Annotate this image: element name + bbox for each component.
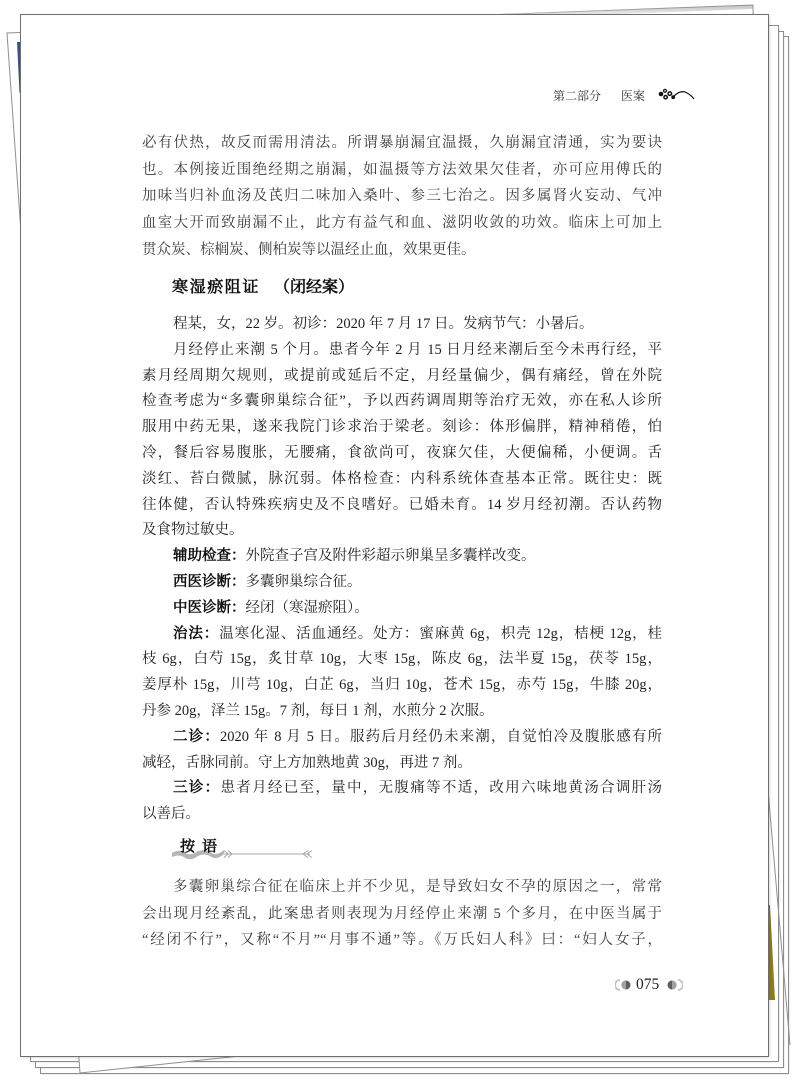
spine-olive-strip — [768, 905, 775, 1000]
text-line: 加味当归补血汤及芪归二味加入桑叶、参三七治之。因多属肾火妄动、气冲 — [142, 188, 662, 205]
history-line: 月经停止来潮 5 个月。患者今年 2 月 15 日月经来潮后至今未再行经，平 — [173, 341, 662, 358]
header-title: 医案 — [621, 88, 646, 103]
third-visit-label: 三诊： — [173, 780, 221, 797]
western-diagnosis — [142, 570, 662, 596]
history-line: 检查考虑为“多囊卵巢综合征”，予以西药调周期等治疗无效，亦在私人诊所 — [142, 393, 662, 410]
treatment-label: 治法： — [173, 625, 220, 642]
second-visit-line — [142, 725, 662, 751]
history-line: 素月经周期欠规则，或提前或延后不定，月经量偏少，偶有痛经，曾在外院 — [142, 367, 662, 384]
commentary-line: “经闭不行”，又称“不月”“月事不通”等。《万氏妇人科》曰：“妇人女子， — [142, 932, 662, 948]
rotated-sheet-right-edge — [768, 790, 790, 1045]
auxiliary-exam-label: 辅助检查： — [173, 548, 246, 565]
history-line: 往体健，否认特殊疾病史及不良嗜好。已婚未育。14 岁月经初潮。否认药物 — [142, 496, 662, 513]
running-header — [553, 87, 695, 103]
history-line: 及食物过敏史。 — [142, 522, 244, 539]
page-number-left-ornament-icon — [615, 978, 631, 992]
second-visit-line: 减轻，舌脉同前。守上方加熟地黄 30g，再进 7 剂。 — [142, 754, 472, 771]
patient-info: 程某，女，22 岁。初诊：2020 年 7 月 17 日。发病节气：小暑后。 — [173, 316, 594, 332]
auxiliary-exam — [142, 544, 662, 570]
page-number-right-ornament-icon — [667, 978, 683, 992]
treatment-line: 枝 6g，白芍 15g，炙甘草 10g，大枣 15g，陈皮 6g，法半夏 15g，茯苓 15g， — [142, 651, 662, 668]
text-line: 必有伏热，故反而需用清法。所谓暴崩漏宜温摄，久崩漏宜清通，实为要诀 — [142, 135, 662, 151]
floral-scroll-icon — [657, 87, 695, 103]
page-number-text: 075 — [636, 976, 660, 993]
history-line: 淡红、苔白微腻，脉沉弱。体格检查：内科系统体查基本正常。既往史：既 — [142, 470, 662, 487]
auxiliary-exam-text: 外院查子宫及附件彩超示卵巢呈多囊样改变。 — [245, 548, 536, 565]
treatment-text: 温寒化湿、活血通经。处方：蜜麻黄 6g，枳壳 12g，桔梗 12g，桂 — [219, 625, 663, 642]
third-visit-line — [142, 776, 662, 802]
book-page — [21, 15, 768, 1056]
tcm-diagnosis — [142, 596, 662, 622]
page-number — [615, 976, 683, 994]
history-line: 冷，餐后容易腹胀，无腰痛，食欲尚可，夜寐欠佳，大便偏稀，小便调。舌 — [142, 444, 662, 461]
case-heading-name: 寒湿瘀阻证 — [172, 277, 261, 296]
tcm-diagnosis-text: 经闭（寒湿瘀阻）。 — [245, 599, 369, 616]
second-visit-label: 二诊： — [173, 728, 220, 745]
commentary-line: 多囊卵巢综合征在临床上并不少见，是导致妇女不孕的原因之一，常常 — [173, 879, 662, 895]
third-visit-line: 以善后。 — [142, 806, 200, 823]
second-visit-text: 2020 年 8 月 5 日。服药后月经仍未来潮，自觉怕冷及腹胀感有所 — [219, 728, 663, 745]
commentary-title-text: 按语 — [180, 837, 225, 855]
tcm-diagnosis-label: 中医诊断： — [173, 599, 246, 616]
third-visit-text: 患者月经已至，量中，无腹痛等不适，改用六味地黄汤合调肝汤 — [220, 780, 663, 797]
header-section: 第二部分 — [553, 88, 602, 103]
commentary-title — [172, 835, 314, 861]
history-line: 服用中药无果，遂来我院门诊求治于梁老。刻诊：体形偏胖，精神稍倦，怕 — [142, 419, 662, 436]
case-heading — [172, 277, 354, 297]
western-diagnosis-label: 西医诊断： — [173, 573, 246, 590]
commentary-paragraph — [142, 874, 662, 954]
text-line: 也。本例接近围绝经期之崩漏，如温摄等方法效果欠佳者，亦可应用傅氏的 — [142, 161, 662, 178]
commentary-line: 会出现月经紊乱，此案患者则表现为月经停止来潮 5 个多月，在中医当属于 — [142, 905, 662, 922]
treatment-line: 姜厚朴 15g，川芎 10g，白芷 6g，当归 10g，苍术 15g，赤芍 15g，牛膝 20g， — [142, 677, 662, 694]
treatment-line: 丹参 20g，泽兰 15g。7 剂，每日 1 剂，水煎分 2 次服。 — [142, 702, 494, 719]
case-record — [142, 312, 662, 828]
intro-paragraph — [142, 130, 662, 263]
treatment-line — [142, 622, 662, 648]
case-heading-subtitle: （闭经案） — [274, 277, 355, 296]
western-diagnosis-text: 多囊卵巢综合征。 — [245, 573, 362, 590]
text-line: 血室大开而致崩漏不止，此方有益气和血、滋阴收敛的功效。临床上可加上 — [142, 215, 662, 232]
text-line: 贯众炭、棕榈炭、侧柏炭等以温经止血，效果更佳。 — [142, 241, 476, 258]
